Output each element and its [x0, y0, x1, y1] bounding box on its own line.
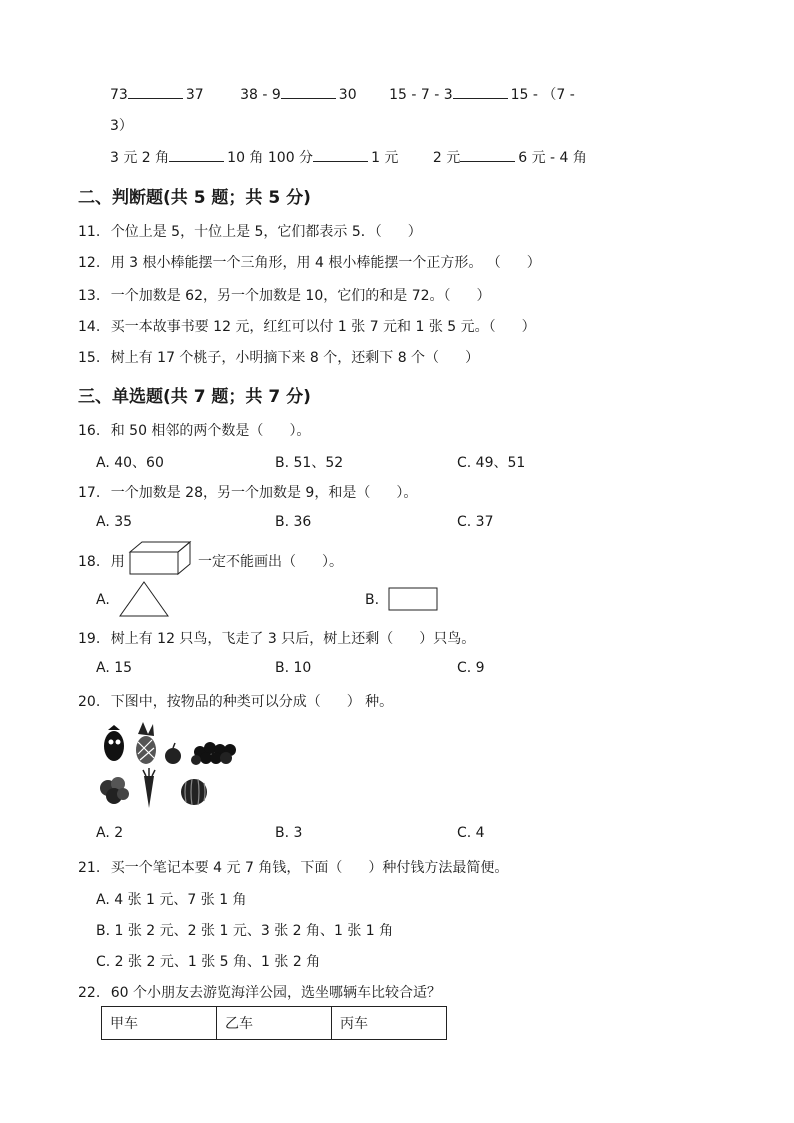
- question-17: [78, 482, 417, 502]
- answer-blank[interactable]: [281, 84, 336, 99]
- compare-row-2: [110, 147, 587, 167]
- option-a[interactable]: A. 15: [96, 660, 133, 676]
- question-22: [78, 982, 441, 1002]
- option-c[interactable]: C. 49、51: [457, 455, 526, 471]
- question-text: 下图中，按物品的种类可以分成（: [110, 694, 321, 710]
- compare-row-1: [110, 84, 575, 104]
- answer-blank[interactable]: [460, 147, 515, 162]
- option-b[interactable]: B.: [365, 592, 380, 608]
- expr-wrap: 3）: [110, 118, 133, 134]
- question-text: 60 个小朋友去游览海洋公园，选坐哪辆车比较合适？: [110, 985, 441, 1001]
- question-text: 个位上是 5，十位上是 5，它们都表示 5．（: [110, 224, 382, 240]
- question-18: [78, 551, 125, 571]
- option-c[interactable]: C. 9: [457, 660, 485, 676]
- section-title-judgement: 二、判断题(共 5 题；共 5 分): [78, 188, 311, 208]
- question-number: 14.: [78, 319, 101, 335]
- question-16: [78, 420, 310, 440]
- question-number: 15.: [78, 350, 101, 366]
- paren-close: ）: [521, 319, 536, 335]
- eggplant-icon: [104, 725, 124, 761]
- question-text: 一定不能画出（: [198, 554, 296, 570]
- paren-close: ）。: [322, 554, 343, 570]
- paren-close: ）: [465, 350, 480, 366]
- question-18-tail: [198, 551, 343, 571]
- bus-table: [101, 1006, 447, 1040]
- question-19: [78, 628, 475, 648]
- option-b[interactable]: B. 10: [275, 660, 312, 676]
- paren-close: ）。: [396, 485, 418, 501]
- question-number: 21.: [78, 860, 101, 876]
- question-21: [78, 857, 508, 877]
- paren-close: ）。: [289, 423, 311, 439]
- question-number: 13.: [78, 288, 101, 304]
- triangle-figure: [118, 580, 170, 618]
- expr: 3 元 2 角: [110, 150, 170, 166]
- question-number: 16.: [78, 423, 101, 439]
- grapes-icon: [191, 742, 236, 765]
- question-text: 一个加数是 62，另一个加数是 10，它们的和是 72。（: [110, 288, 451, 304]
- question-number: 19.: [78, 631, 101, 647]
- question-13: [78, 285, 491, 305]
- apple-icon: [165, 743, 181, 764]
- answer-blank[interactable]: [169, 147, 224, 162]
- expr: 73: [110, 87, 128, 103]
- expr: 1 元: [371, 150, 399, 166]
- paren-close: ）: [407, 224, 422, 240]
- question-text: 树上有 12 只鸟，飞走了 3 只后，树上还剩（: [110, 631, 394, 647]
- expr: 10 角 100 分: [227, 150, 314, 166]
- answer-blank[interactable]: [313, 147, 368, 162]
- expr: 2 元: [432, 150, 461, 166]
- question-text: 买一个笔记本要 4 元 7 角钱，下面（: [110, 860, 343, 876]
- option-b[interactable]: B. 3: [275, 825, 303, 841]
- expr: 15 - （7 -: [510, 87, 575, 103]
- expr: 37: [185, 87, 204, 103]
- option-a[interactable]: A. 40、60: [96, 455, 164, 471]
- items-picture: [96, 720, 246, 812]
- expr: 38 - 9: [240, 87, 281, 103]
- section-title-single-choice: 三、单选题(共 7 题；共 7 分): [78, 387, 311, 407]
- table-header-cell: 乙车: [217, 1007, 332, 1040]
- question-20: [78, 691, 393, 711]
- paren-close: ）种付钱方法最简便。: [368, 860, 509, 876]
- question-number: 17.: [78, 485, 101, 501]
- answer-blank[interactable]: [453, 84, 508, 99]
- question-number: 11.: [78, 224, 101, 240]
- paren-close: ）: [476, 288, 491, 304]
- option-a[interactable]: A. 4 张 1 元、7 张 1 角: [96, 892, 247, 908]
- question-15: [78, 347, 479, 367]
- option-c[interactable]: C. 4: [457, 825, 485, 841]
- expr: 15 - 7 - 3: [389, 87, 453, 103]
- question-11: [78, 221, 422, 241]
- question-number: 20.: [78, 694, 101, 710]
- paren-close: ） 种。: [346, 694, 394, 710]
- option-a[interactable]: A. 35: [96, 514, 133, 530]
- answer-blank[interactable]: [128, 84, 183, 99]
- question-12: [78, 252, 541, 272]
- paren-close: ）: [526, 255, 541, 271]
- question-14: [78, 316, 536, 336]
- option-b[interactable]: B. 51、52: [275, 455, 344, 471]
- option-c[interactable]: C. 2 张 2 元、1 张 5 角、1 张 2 角: [96, 954, 321, 970]
- watermelon-icon: [181, 779, 207, 805]
- table-header-cell: 丙车: [332, 1007, 447, 1040]
- question-text: 买一本故事书要 12 元，红红可以付 1 张 7 元和 1 张 5 元。（: [110, 319, 496, 335]
- option-b[interactable]: B. 1 张 2 元、2 张 1 元、3 张 2 角、1 张 1 角: [96, 923, 394, 939]
- table-row: [102, 1007, 447, 1040]
- question-text: 用: [110, 554, 125, 570]
- paren-close: ）只鸟。: [419, 631, 476, 647]
- option-b[interactable]: B. 36: [275, 514, 312, 530]
- question-number: 18.: [78, 554, 101, 570]
- expr: 30: [338, 87, 357, 103]
- option-a[interactable]: A. 2: [96, 825, 124, 841]
- question-text: 一个加数是 28，另一个加数是 9，和是（: [110, 485, 371, 501]
- carrot-icon: [143, 768, 155, 808]
- option-c[interactable]: C. 37: [457, 514, 494, 530]
- cabbage-icon: [100, 777, 129, 804]
- table-header-cell: 甲车: [102, 1007, 217, 1040]
- pineapple-icon: [136, 722, 156, 764]
- question-number: 22.: [78, 985, 101, 1001]
- question-text: 树上有 17 个桃子，小明摘下来 8 个，还剩下 8 个（: [110, 350, 440, 366]
- option-a[interactable]: A.: [96, 592, 110, 608]
- rectangle-figure: [388, 587, 440, 613]
- question-text: 和 50 相邻的两个数是（: [110, 423, 264, 439]
- cuboid-figure: [128, 540, 192, 576]
- expr: 6 元 - 4 角: [518, 150, 587, 166]
- question-number: 12.: [78, 255, 101, 271]
- question-text: 用 3 根小棒能摆一个三角形，用 4 根小棒能摆一个正方形。 （: [110, 255, 501, 271]
